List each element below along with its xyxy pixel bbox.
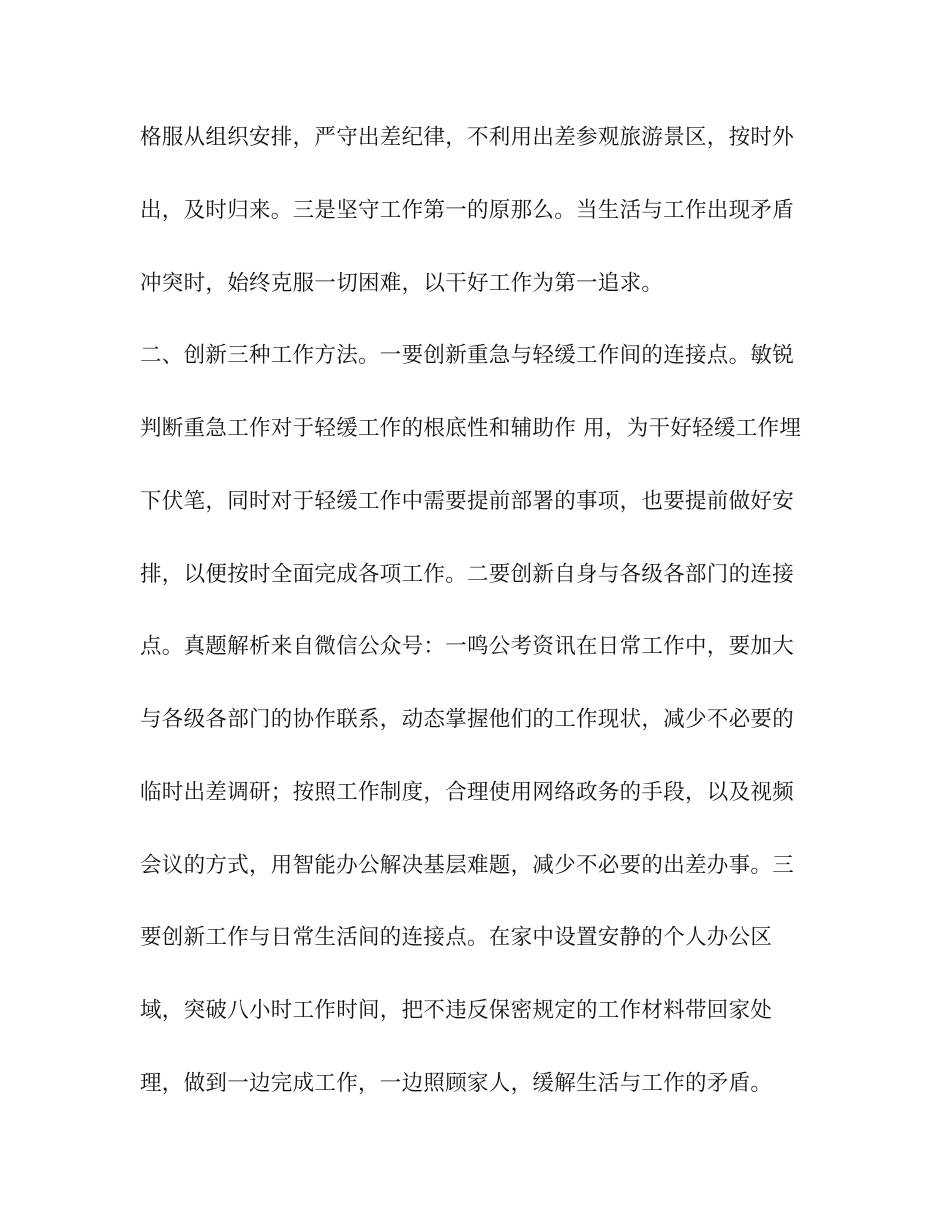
text-line-4: 二、创新三种工作方法。一要创新重急与轻缓工作间的连接点。敏锐 [140,343,795,369]
text-line-8: 点。真题解析来自微信公众号：一鸣公考资讯在日常工作中，要加大 [140,634,795,660]
text-line-5: 判断重急工作对于轻缓工作的根底性和辅助作 用，为干好轻缓工作埋 [140,416,802,441]
text-line-13: 域，突破八小时工作时间，把不违反保密规定的工作材料带回家处 [140,998,773,1023]
text-line-1: 格服从组织安排，严守出差纪律，不利用出差参观旅游景区，按时外 [140,125,795,150]
text-line-3: 冲突时，始终克服一切困难，以干好工作为第一追求。 [140,270,664,296]
document-body [140,123,820,1142]
text-line-6: 下伏笔，同时对于轻缓工作中需要提前部署的事项，也要提前做好安 [140,488,795,514]
text-line-12: 要创新工作与日常生活间的连接点。在家中设置安静的个人办公区 [140,925,773,951]
text-line-2: 出，及时归来。三是坚守工作第一的原那么。当生活与工作出现矛盾 [140,197,795,223]
text-line-11: 会议的方式，用智能办公解决基层难题，减少不必要的出差办事。三 [140,852,795,878]
text-line-9: 与各级各部门的协作联系，动态掌握他们的工作现状，减少不必要的 [140,707,795,732]
text-line-7: 排，以便按时全面完成各项工作。二要创新自身与各级各部门的连接 [140,561,795,587]
text-line-14: 理，做到一边完成工作，一边照顾家人，缓解生活与工作的矛盾。 [140,1070,773,1096]
text-line-10: 临时出差调研；按照工作制度，合理使用网络政务的手段，以及视频 [140,779,795,805]
